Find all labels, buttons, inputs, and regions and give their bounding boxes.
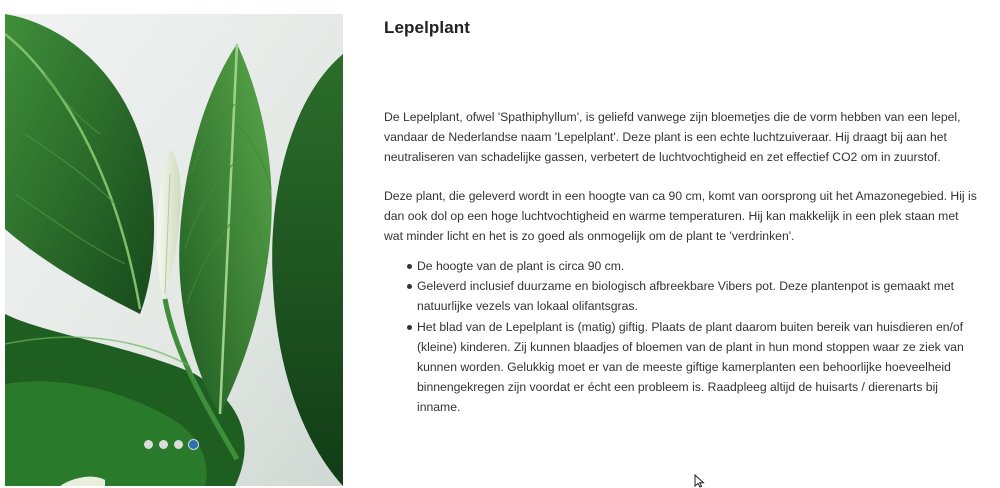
product-description [384,18,979,415]
feature-list-item: Het blad van de Lepelplant is (matig) giftig. Plaats de plant daarom buiten bereik van huisdieren en/of (kleine) kinderen. Zij kunnen blaadjes of bloemen van de plant in hun mond stoppen waar ze ziek van kunnen worden. Gelukkig moet er van de meeste giftige kamerplanten een behoorlijke hoeveelheid binnengekregen zijn voordat er écht een probleem is. Raadpleeg altijd de huisarts / dierenarts bij inname. [417,317,977,418]
feature-list [384,256,977,418]
feature-list-item: De hoogte van de plant is circa 90 cm. [417,256,977,276]
carousel-dot-4[interactable] [189,440,198,449]
product-title: Lepelplant [384,18,471,37]
description-paragraph-2: Deze plant, die geleverd wordt in een hoogte van ca 90 cm, komt van oorsprong uit het Amazonegebied. Hij is dan ook dol op een hoge luchtvochtigheid en warme temperaturen. Hij kan makkelijk in een plek staan met wat minder licht en het is zo goed als onmogelijk om de plant te 'verdrinken'. [384,189,977,244]
carousel-dot-3[interactable] [174,440,183,449]
product-image-carousel[interactable] [5,14,343,486]
feature-list-item: Geleverd inclusief duurzame en biologisch afbreekbare Vibers pot. Deze plantenpot is gemaakt met natuurlijke vezels van lokaal olifantsgras. [417,276,977,316]
mouse-cursor-icon [694,474,706,488]
plant-photo [5,14,343,486]
carousel-dot-2[interactable] [159,440,168,449]
description-paragraph-1: De Lepelplant, ofwel 'Spathiphyllum', is geliefd vanwege zijn bloemetjes die de vorm hebben van een lepel, vandaar de Nederlandse naam 'Lepelplant'. Deze plant is een echte luchtzuiveraar. Hij draagt bij aan het neutraliseren van schadelijke gassen, verbetert de luchtvochtigheid en zet effectief CO2 om in zuurstof. [384,110,961,165]
carousel-pagination [144,440,198,449]
carousel-dot-1[interactable] [144,440,153,449]
